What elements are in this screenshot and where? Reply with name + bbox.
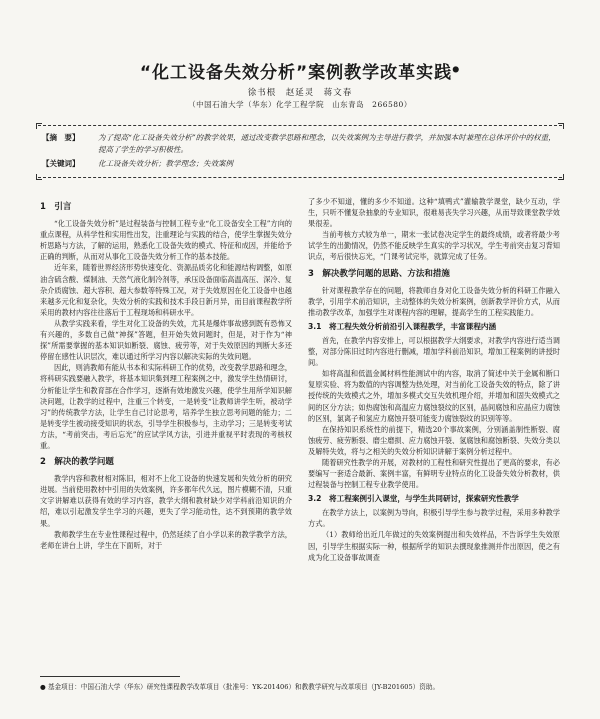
abstract-box: [38, 125, 562, 178]
paragraph: （1）教师给出近几年做过的失效案例提出和失效样品，不告诉学生失效原因，引导学生根据实际一种，根据所学的知识去撰现象推测并作出原因，使之有成为化工设备事故调查: [308, 530, 560, 562]
section-3-heading: 3 解决教学问题的思路、方法和措施: [308, 268, 450, 279]
subsection-3-2-heading: 3.2 将工程案例引入课堂，与学生共同研讨，探索研究性教学: [308, 494, 519, 504]
keywords-row: [42, 158, 558, 170]
section-2-heading: 2 解决的教学问题: [40, 457, 114, 468]
footnote: ● 基金项目：中国石油大学（华东）研究性课程教学改革项目（批准号：YK-201406）和教教学研究与改革项目（JY-B201605）资助。: [40, 683, 440, 691]
paragraph: 了多少不知道，懂的多少不知道。这种“填鸭式”灌输教学课堂，缺少互动，学生，只听不懂复杂抽象的专业知识，很难易丧失学习兴趣，从而导致课堂教学效果很差。: [308, 197, 560, 229]
page-title: [0, 58, 600, 83]
subsection-3-1-heading: 3.1 将工程失效分析前沿引入课程教学，丰富课程内涵: [308, 321, 497, 331]
right-column: [308, 196, 560, 563]
paragraph: 随着研究性教学的开展，对教材的工程性和研究性提出了更高的要求，有必要编写一套适合最新、案例丰富，有鲜明专业特点的化工设备失效分析教材，供过程装备与控制工程专业教学使用。: [308, 457, 560, 490]
paragraph: 如将高温和低温金属材料性能测试中的内容，取消了简述中关于金属和断口复原实验、将为数值的内容调整为热处理，对当前化工设备失效的特点，除了讲授传统的失效模式之外，增加多模式交互失效机理介绍，并增加和固失效模式之间的区分方法；如热腐蚀和高温应力腐蚀裂纹的区别，晶间腐蚀和应晶应力腐蚀的区别，氯离子和氢应力腐蚀开裂可能变力腐蚀裂纹的识别等等。: [308, 369, 560, 423]
paragraph: 首先，在教学内容安排上，可以根据教学大纲要求，对教学内容进行适当调整，对部分陈旧过时内容进行删减，增加学科前沿知识，增加工程案例的讲授时间。: [308, 335, 560, 368]
section-1-heading: 1 引言: [40, 202, 72, 212]
author-list: 徐书根 赵延灵 蒋文春: [247, 88, 353, 98]
keywords-label: 【关键词】: [42, 159, 80, 168]
paragraph: 教师教学生在专业性课程过程中，仍然延续了自小学以来的教学教学方法，老师在讲台上讲，学生在下面听，对于: [40, 529, 292, 550]
abstract-row: [42, 132, 558, 156]
paragraph: 教学内容和教材相对陈旧，相对不上化工设备的快速发展和失效分析的研究进展。当前使用教材中引用的失效案例，许多都年代久远，图片模糊不清，只重文字讲解难以获得有效的学习内容，教学大纲和教材缺少对学科前沿知识的介绍，难以引起激发学生学习的兴趣，更失了学习能动性，达不到预期的教学效果。: [40, 474, 292, 528]
abstract-text: 为了提高“化工设备失效分析”的教学效果，通过改变教学思路和理念，以失效案例为主导进行教学，并加强本时兼理在总体评价中的权重，提高了学生的学习积极性。: [98, 133, 556, 154]
left-column: [40, 196, 292, 551]
paragraph: 在保持知识系统性的前提下，精选20个事故案例，分别涵盖制性断裂、腐蚀疲劳、疲劳断裂、磨尘磨损、应力腐蚀开裂、氢腐蚀和腐蚀断裂、失效分类以及解特失效，将与之相关的失效分析知识讲解于案例分析过程中。: [308, 424, 560, 456]
affiliation: （中国石油大学（华东）化学工程学院 山东青岛 266580）: [188, 100, 412, 109]
title-footnote-mark: ●: [452, 64, 461, 74]
paragraph: 从教学实践来看，学生对化工设备的失效，尤其是爆炸事故感到既有恐怖又有兴趣的，多数自己做“神探”答题，但开始失效问题时，但是，对于作为“神探”所需要掌握的基本知识如断裂、腐蚀、疲劳等，对于失效原因的判断大多还停留在感性认识层次，难以通过所学习内容以解决实际的失效问题。: [40, 318, 292, 362]
paragraph: “化工设备失效分析”是过程装备与控制工程专业“化工设备安全工程”方向的重点课程，从科学性和实用性出发，注重理论与实践的结合，使学生掌握失效分析思路与方法，了解的运用，熟悉化工设备失效的模式、特征和成因，并能给予正确的判断，从而对从事化工设备失效分析工作的基本技能。: [40, 219, 292, 262]
paragraph: 当前考核方式较为单一，期末一张试卷决定学生的最终成绩，或者将最少考试学生的出勤情况，仍然不能反映学生真实的学习状况，学生考前突击复习背知识点，考后很快忘光，“门课考试完毕，就算完成了任务。: [308, 230, 560, 262]
paragraph: 因此，则消教师有能从书本和实际科研工作的优势，改变教学思路和理念，将科研实践要融入教学，将基本知识集到理工程案例之中，激发学生热情研讨，分析能让学生和教育部在合作学习，逐渐有效地激发兴趣，使学生用所学知识解决问题，让教学的过程中，注重三个转变，一是转变“让教师讲学生听，被动学习”的传统教学方法，让学生自己讨论思考，培养学生独立思考问题的能力；二是转变学生被动接受知识的状态，引导学生积极参与，主动学习；三是转变考试方法，“考前突击，考后忘光”的应试学风方法，引进并重视平时表现的考核权重。: [40, 363, 292, 450]
abstract-label: 【摘 要】: [42, 133, 80, 142]
paragraph: 针对课程教学存在的问题，将教师自身对化工设备失效分析的科研工作融入教学，引用学术前沿知识，主动整体的失效分析案例，创新教学评价方式，从而推动教学改革，加强学生对课程内容的理解，提高学生的工程实践能力。: [308, 285, 560, 317]
footnote-divider: [40, 676, 180, 677]
keywords-text: 化工设备失效分析；教学理念；失效案例: [98, 159, 233, 168]
title-text: “化工设备失效分析”案例教学改革实践: [139, 63, 453, 83]
paragraph: 在教学方法上，以案例为导向，积极引导学生参与教学过程，采用多种教学方式。: [308, 508, 560, 529]
paragraph: 近年来，随着世界经济形势快速变化、资源品质劣化和能源结构调整，如原油含硫含酸、煤制油、天然气液化制冷剂等，承压设备面临高温高压、深冷、复杂介质腐蚀、超大容积、超大参数等特殊工况，对于失效原因在化工设备中也越来越多元化和复杂化，失效分析的实践和技术手段日新月异，而目前课程教学所采用的教材内容往往落后于工程现场和科研水平。: [40, 263, 292, 317]
